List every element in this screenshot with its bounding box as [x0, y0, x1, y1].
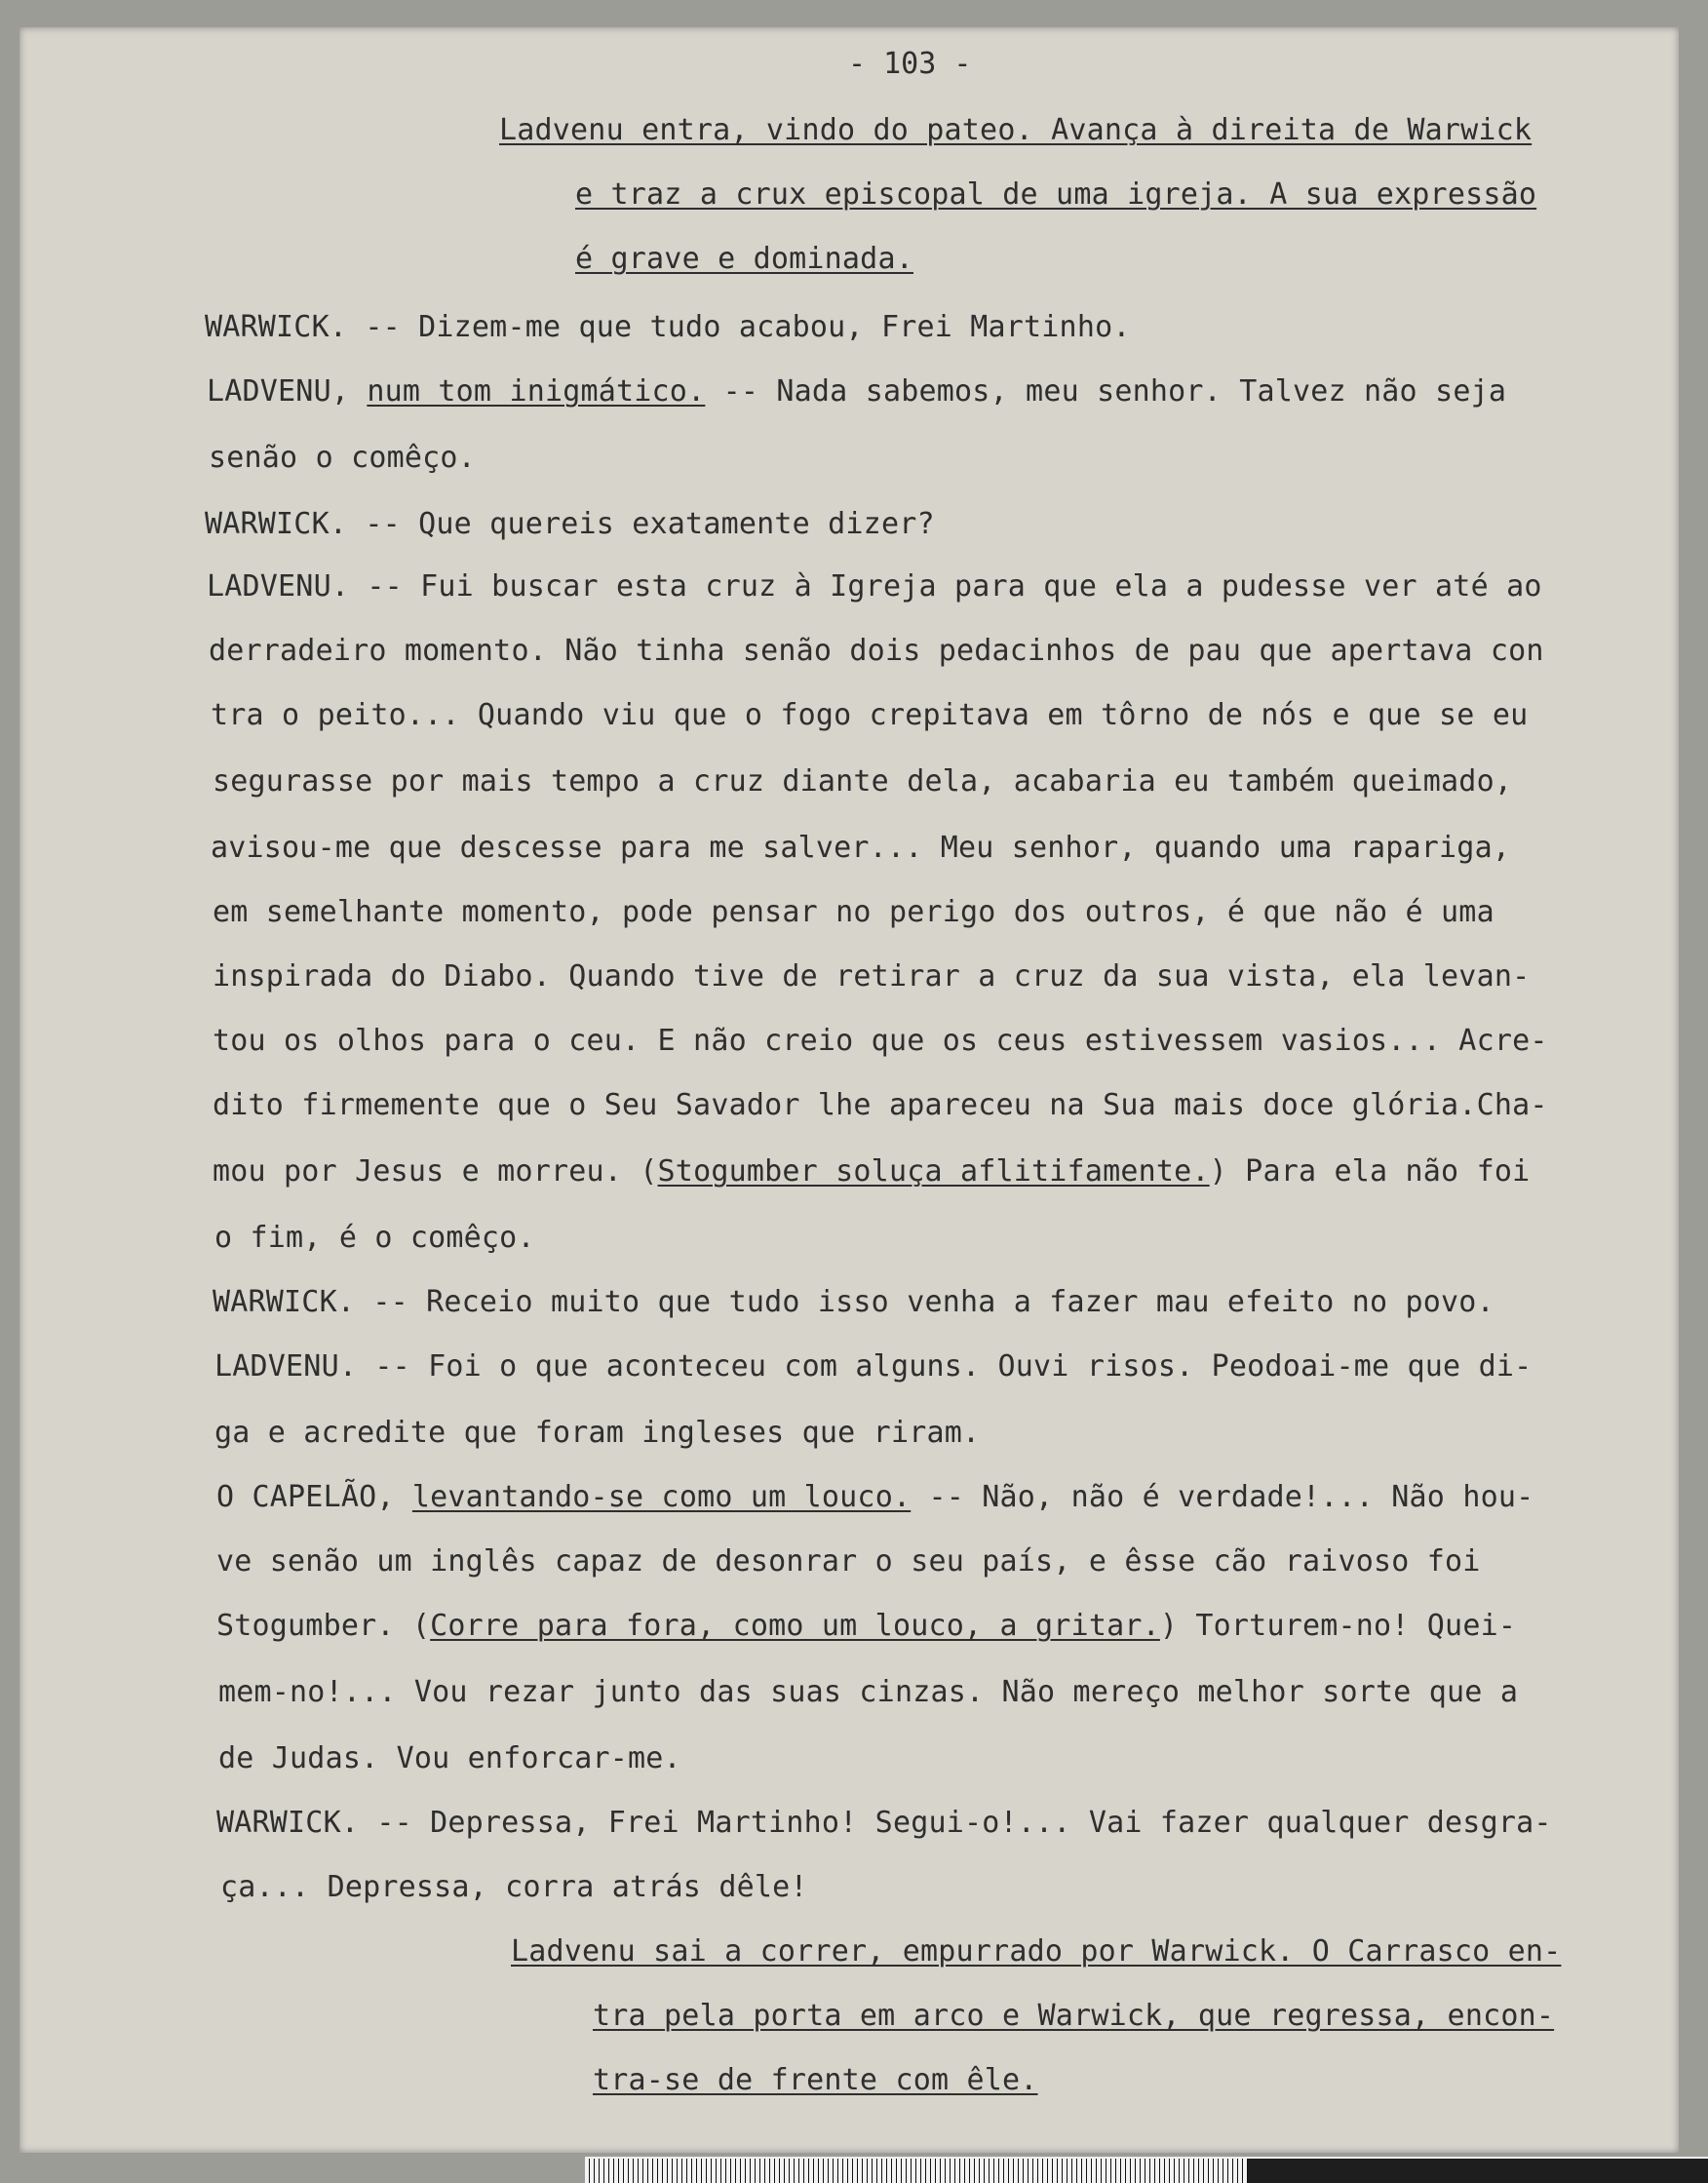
stage-direction-line: é grave e dominada.	[575, 242, 913, 276]
stage-direction-line: Ladvenu entra, vindo do pateo. Avança à direita de Warwick	[499, 113, 1533, 147]
dialogue-line: LADVENU. -- Foi o que aconteceu com alguns. Ouvi risos. Peodoai-me que di-	[214, 1349, 1533, 1384]
dialogue-line: ve senão um inglês capaz de desonrar o seu país, e êsse cão raivoso foi	[216, 1544, 1481, 1579]
dialogue-line: LADVENU. -- Fui buscar esta cruz à Igreja para que ela a pudesse ver até ao	[207, 569, 1542, 604]
dialogue-line: WARWICK. -- Receio muito que tudo isso venha a fazer mau efeito no povo.	[213, 1285, 1494, 1319]
scan-color-ruler	[585, 2157, 1708, 2183]
dialogue-line: WARWICK. -- Depressa, Frei Martinho! Segui-o!... Vai fazer qualquer desgra-	[216, 1806, 1552, 1840]
dialogue-line: o fim, é o comêço.	[214, 1221, 535, 1255]
dialogue-line: mem-no!... Vou rezar junto das suas cinzas. Não mereço melhor sorte que a	[218, 1675, 1519, 1709]
dialogue-line: segurasse por mais tempo a cruz diante dela, acabaria eu também queimado,	[213, 764, 1513, 799]
dialogue-line: mou por Jesus e morreu. (Stogumber soluça aflitifamente.) Para ela não foi	[213, 1154, 1531, 1189]
dialogue-line: O CAPELÃO, levantando-se como um louco. -- Não, não é verdade!... Não hou-	[216, 1480, 1534, 1514]
dialogue-line: de Judas. Vou enforcar-me.	[218, 1741, 681, 1775]
dialogue-line: em semelhante momento, pode pensar no perigo dos outros, é que não é uma	[213, 895, 1494, 929]
dialogue-line: WARWICK. -- Que quereis exatamente dizer?	[205, 507, 935, 541]
dialogue-line: Stogumber. (Corre para fora, como um louco, a gritar.) Torturem-no! Quei-	[216, 1609, 1517, 1643]
dialogue-line: tra o peito... Quando viu que o fogo crepitava em tôrno de nós e que se eu	[211, 698, 1529, 732]
dialogue-line: ça... Depressa, corra atrás dêle!	[220, 1870, 808, 1904]
dialogue-line: LADVENU, num tom inigmático. -- Nada sabemos, meu senhor. Talvez não seja	[207, 374, 1507, 409]
dialogue-line: WARWICK. -- Dizem-me que tudo acabou, Frei Martinho.	[205, 310, 1131, 344]
page-number: - 103 -	[848, 47, 972, 81]
dialogue-line: dito firmemente que o Seu Savador lhe apareceu na Sua mais doce glória.Cha-	[213, 1088, 1548, 1122]
dialogue-line: avisou-me que descesse para me salver... Meu senhor, quando uma rapariga,	[211, 831, 1511, 865]
dialogue-line: derradeiro momento. Não tinha senão dois pedacinhos de pau que apertava con	[209, 634, 1544, 668]
dialogue-line: senão o comêço.	[209, 441, 476, 475]
stage-direction-line: tra pela porta em arco e Warwick, que regressa, encon-	[593, 1999, 1555, 2033]
stage-direction-line: tra-se de frente com êle.	[593, 2063, 1038, 2097]
dialogue-line: ga e acredite que foram ingleses que riram.	[214, 1416, 981, 1450]
stage-direction-line: Ladvenu sai a correr, empurrado por Warwick. O Carrasco en-	[511, 1934, 1562, 1969]
dialogue-line: tou os olhos para o ceu. E não creio que os ceus estivessem vasios... Acre-	[213, 1024, 1548, 1058]
stage-direction-line: e traz a crux episcopal de uma igreja. A sua expressão	[575, 177, 1537, 212]
dialogue-line: inspirada do Diabo. Quando tive de retirar a cruz da sua vista, ela levan-	[213, 959, 1531, 994]
